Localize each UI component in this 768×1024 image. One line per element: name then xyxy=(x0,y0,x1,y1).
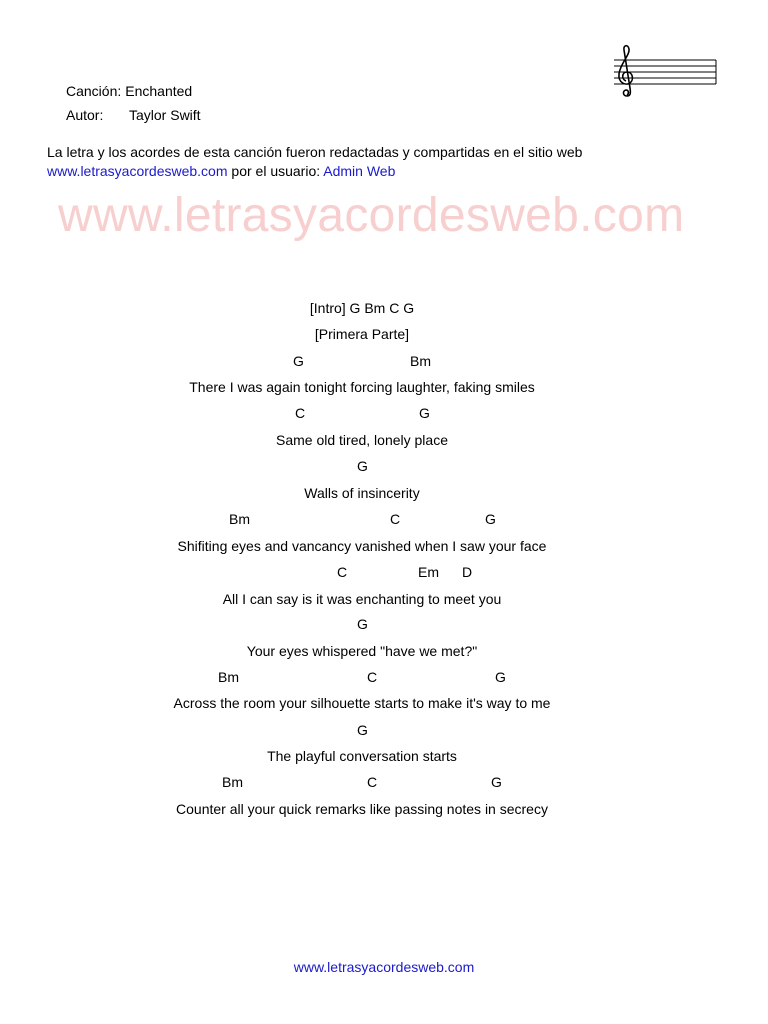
chord: G xyxy=(495,669,506,685)
chord: Bm xyxy=(229,511,250,527)
user-link[interactable]: Admin Web xyxy=(323,162,396,179)
song-title: Enchanted xyxy=(125,83,193,99)
chord: G xyxy=(357,616,368,632)
song-title-row xyxy=(66,82,192,100)
author-row xyxy=(66,106,201,124)
chord: G xyxy=(357,458,368,474)
intro-text: La letra y los acordes de esta canción fueron redactadas y compartidas en el sitio web xyxy=(47,144,583,160)
chord: Bm xyxy=(218,669,239,685)
song-label: Canción: xyxy=(66,83,122,99)
site-link[interactable]: www.letrasyacordesweb.com xyxy=(47,162,228,179)
chord: Em xyxy=(418,564,439,580)
intro-paragraph xyxy=(47,143,582,180)
author-label: Autor: xyxy=(66,107,104,123)
watermark: www.letrasyacordesweb.com xyxy=(58,189,685,242)
chord: C xyxy=(295,405,306,421)
lyric-line: Walls of insincerity xyxy=(304,485,420,501)
chord: D xyxy=(462,564,473,580)
lyric-line: Same old tired, lonely place xyxy=(276,432,448,448)
chord: G xyxy=(357,722,368,738)
footer-site-link[interactable]: www.letrasyacordesweb.com xyxy=(293,959,475,975)
lyric-line: Your eyes whispered "have we met?" xyxy=(246,643,478,659)
chord: C xyxy=(390,511,401,527)
lyric-line: Across the room your silhouette starts to make it's way to me xyxy=(173,695,551,711)
chord: C xyxy=(367,774,378,790)
footer xyxy=(0,958,768,976)
author-name: Taylor Swift xyxy=(129,107,201,123)
treble-clef-staff-icon xyxy=(612,44,720,104)
lyric-line: There I was again tonight forcing laughter, faking smiles xyxy=(189,379,535,395)
chord: Bm xyxy=(222,774,243,790)
chord: G xyxy=(293,353,304,369)
section-label: [Primera Parte] xyxy=(314,326,410,342)
chord: C xyxy=(337,564,348,580)
lyric-line: The playful conversation starts xyxy=(267,748,457,764)
lyric-line: Counter all your quick remarks like passing notes in secrecy xyxy=(176,801,548,817)
intro-attribution xyxy=(47,162,582,181)
chord: Bm xyxy=(410,353,431,369)
chord: G xyxy=(485,511,496,527)
lyric-line: All I can say is it was enchanting to meet you xyxy=(222,591,502,607)
lyric-line: Shifiting eyes and vancancy vanished when I saw your face xyxy=(177,538,547,554)
chord: G xyxy=(419,405,430,421)
user-text: por el usuario: xyxy=(227,162,324,179)
chord: C xyxy=(367,669,378,685)
chord: G xyxy=(491,774,502,790)
intro-chords-line: [Intro] G Bm C G xyxy=(309,300,415,316)
